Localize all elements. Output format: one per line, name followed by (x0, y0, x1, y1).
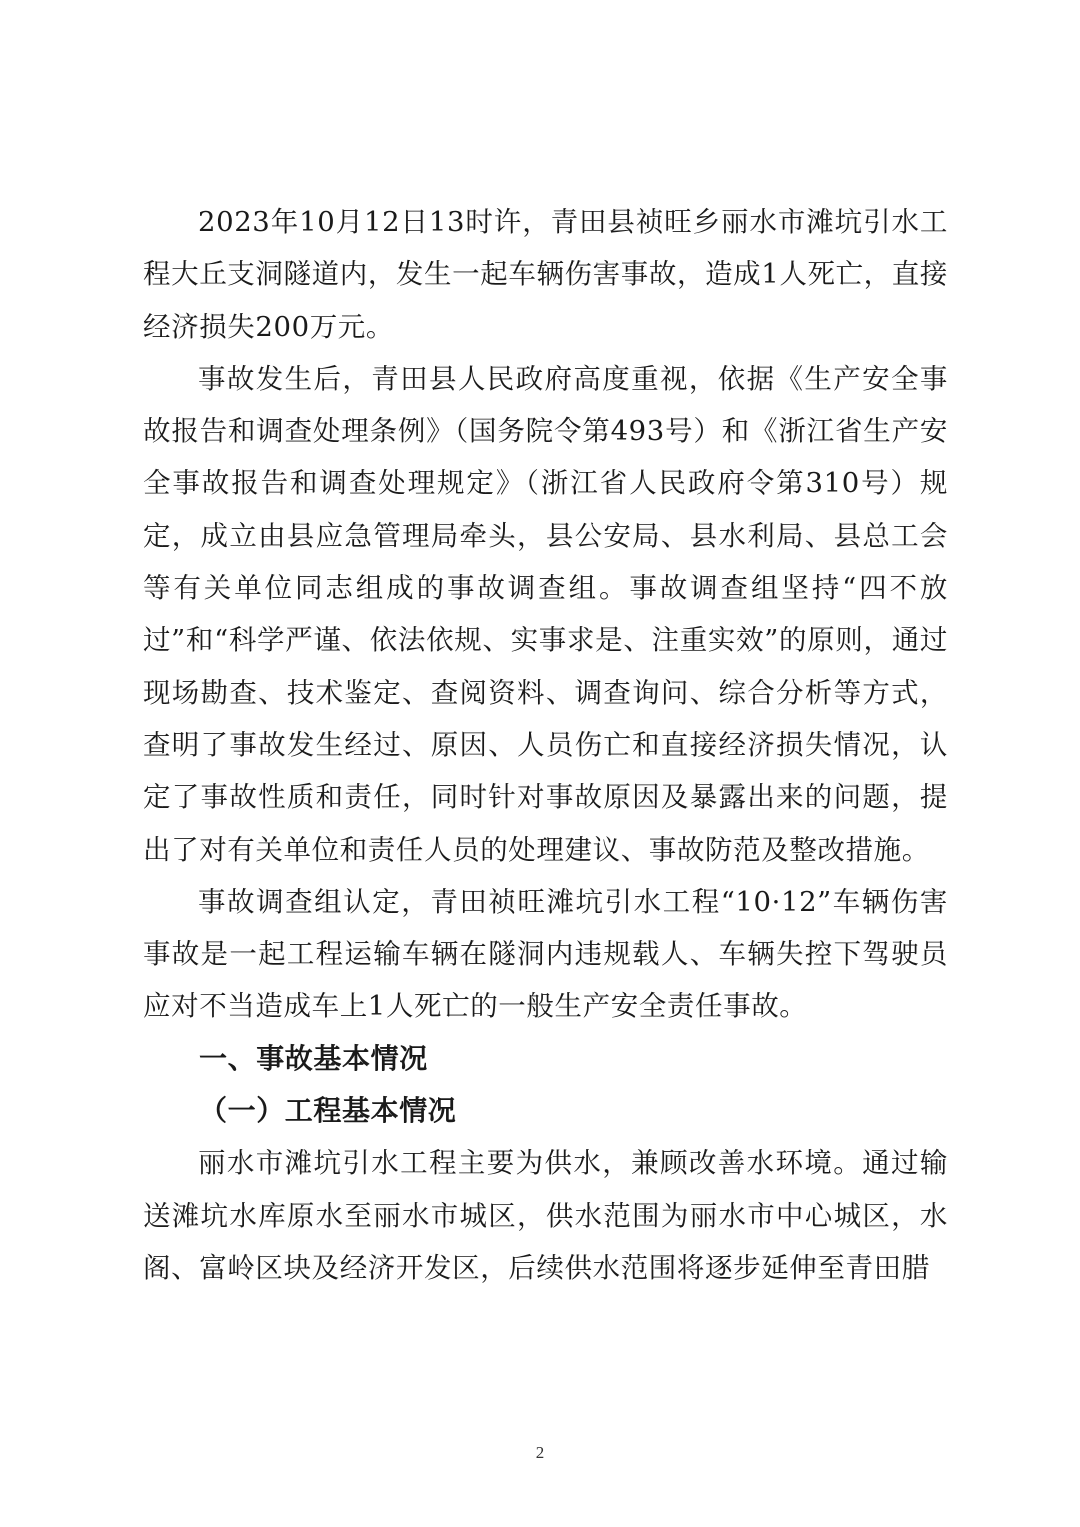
paragraph-investigation: 事故发生后，青田县人民政府高度重视，依据《生产安全事故报告和调查处理条例》（国务院令第493号）和《浙江省生产安全事故报告和调查处理规定》（浙江省人民政府令第310号）规定，成立由县应急管理局牵头，县公安局、县水利局、县总工会等有关单位同志组成的事故调查组。事故调查组坚持“四不放过”和“科学严谨、依法依规、实事求是、注重实效”的原则，通过现场勘查、技术鉴定、查阅资料、调查询问、综合分析等方式，查明了事故发生经过、原因、人员伤亡和直接经济损失情况，认定了事故性质和责任，同时针对事故原因及暴露出来的问题，提出了对有关单位和责任人员的处理建议、事故防范及整改措施。 (143, 362, 948, 866)
paragraph-project-overview: 丽水市滩坑引水工程主要为供水，兼顾改善水环境。通过输送滩坑水库原水至丽水市城区，供水范围为丽水市中心城区，水阁、富岭区块及经济开发区，后续供水范围将逐步延伸至青田腊 (143, 1147, 948, 1284)
paragraph-determination: 事故调查组认定，青田祯旺滩坑引水工程“10·12”车辆伤害事故是一起工程运输车辆在隧洞内违规载人、车辆失控下驾驶员应对不当造成车上1人死亡的一般生产安全责任事故。 (143, 885, 948, 1023)
document-body (143, 196, 948, 1294)
page-number: 2 (535, 1443, 545, 1462)
subsection-heading: （一）工程基本情况 (199, 1094, 457, 1128)
paragraph-accident-summary: 2023年10月12日13时许，青田县祯旺乡丽水市滩坑引水工程大丘支洞隧道内，发生一起车辆伤害事故，造成1人死亡，直接经济损失200万元。 (143, 206, 948, 343)
section-heading: 一、事故基本情况 (199, 1041, 428, 1075)
